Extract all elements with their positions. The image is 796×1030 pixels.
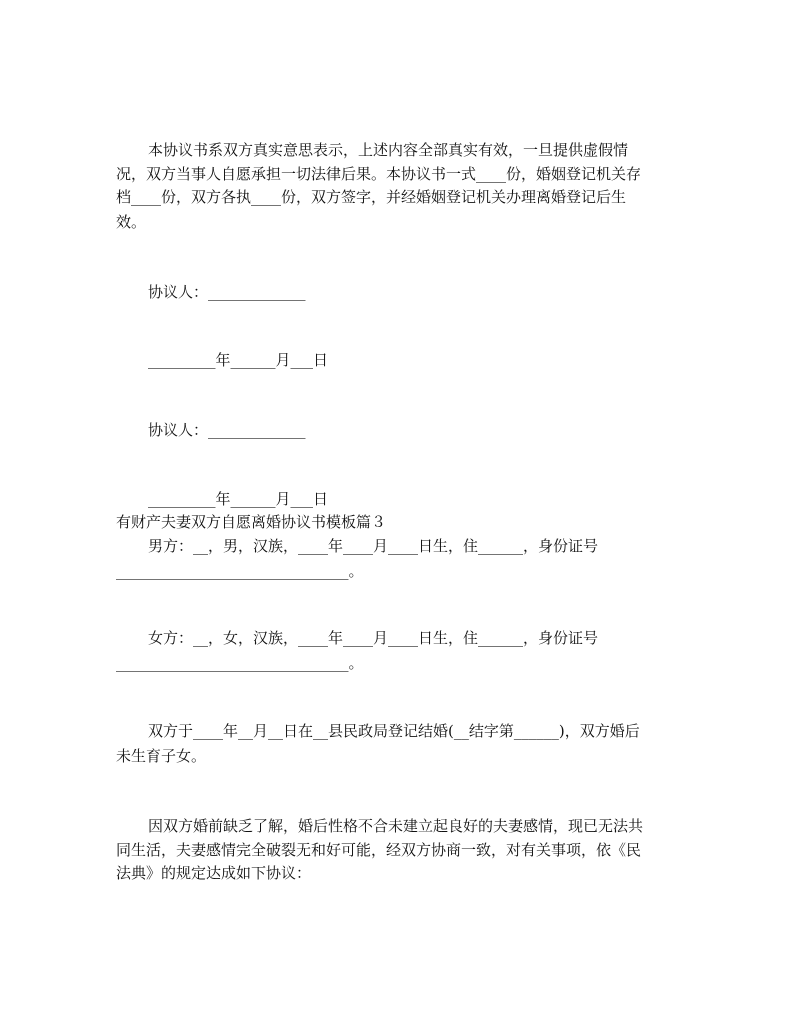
- date-line: _________年______月___日: [148, 490, 329, 508]
- signer-line: 协议人：_____________: [148, 421, 306, 439]
- paragraph-line: 效。: [116, 213, 147, 231]
- husband-line: 男方：__，男，汉族，____年____月____日生，住______，身份证号: [148, 537, 599, 555]
- marriage-line: 双方于____年__月__日在__县民政局登记结婚(__结字第______)，双方婚后: [148, 722, 640, 740]
- signer-line: 协议人：_____________: [148, 283, 306, 301]
- reason-line: 法典》的规定达成如下协议：: [116, 864, 312, 882]
- marriage-line: 未生育子女。: [116, 747, 207, 765]
- reason-line: 因双方婚前缺乏了解，婚后性格不合未建立起良好的夫妻感情，现已无法共: [148, 817, 644, 835]
- paragraph-line: 本协议书系双方真实意思表示，上述内容全部真实有效，一旦提供虚假情: [148, 141, 629, 159]
- section-title: 有财产夫妻双方自愿离婚协议书模板篇３: [116, 513, 387, 531]
- date-line: _________年______月___日: [148, 351, 329, 369]
- wife-line: 女方：__，女，汉族，____年____月____日生，住______，身份证号: [148, 629, 599, 647]
- husband-line: _______________________________。: [116, 562, 364, 580]
- paragraph-line: 况，双方当事人自愿承担一切法律后果。本协议书一式____份，婚姻登记机关存: [116, 165, 642, 183]
- wife-line: _______________________________。: [116, 654, 364, 672]
- reason-line: 同生活，夫妻感情完全破裂无和好可能，经双方协商一致，对有关事项，依《民: [116, 841, 642, 859]
- paragraph-line: 档____份，双方各执____份，双方签字，并经婚姻登记机关办理离婚登记后生: [116, 188, 627, 206]
